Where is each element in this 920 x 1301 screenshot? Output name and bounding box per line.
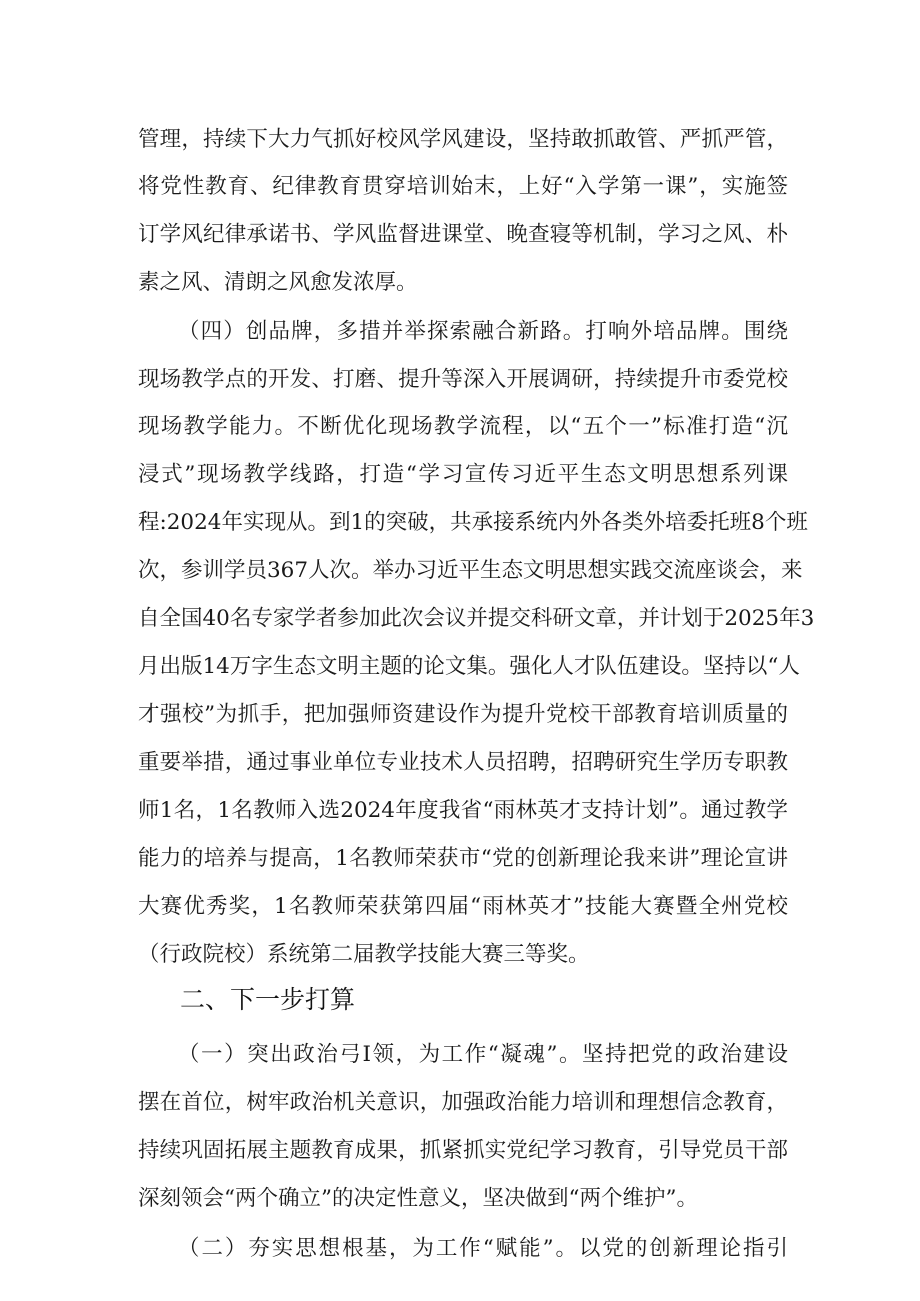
subsection-one-heading-line: （一）突出政治弓I领，为工作“凝魂”。坚持把党的政治建设 bbox=[178, 1042, 788, 1067]
subsection-two-heading-line: （二）夯实思想根基，为工作“赋能”。以党的创新理论指引 bbox=[178, 1236, 788, 1261]
body-text-line: 素之风、清朗之风愈发浓厚。 bbox=[138, 270, 418, 295]
body-text-line: 才强校”为抓手，把加强师资建设作为提升党校干部教育培训质量的 bbox=[138, 702, 788, 727]
body-text-line: 程:2024年实现从。到1的突破，共承接系统内外各类外培委托班8个班 bbox=[138, 510, 808, 535]
section-four-heading-line: （四）创品牌，多措并举探索融合新路。打响外培品牌。围绕 bbox=[178, 319, 788, 344]
body-text-line: 现场教学点的开发、打磨、提升等深入开展调研，持续提升市委党校 bbox=[138, 367, 788, 392]
body-text-line: 现场教学能力。不断优化现场教学流程，以“五个一”标准打造“沉 bbox=[138, 414, 788, 439]
body-text-line: （行政院校）系统第二届教学技能大赛三等奖。 bbox=[138, 942, 590, 967]
body-text-line: 浸式”现场教学线路，打造“学习宣传习近平生态文明思想系列课 bbox=[138, 462, 788, 487]
body-text-line: 管理，持续下大力气抓好校风学风建设，坚持敢抓敢管、严抓严管， bbox=[138, 127, 788, 152]
body-text-line: 能力的培养与提高，1名教师荣获市“党的创新理论我来讲”理论宣讲 bbox=[138, 846, 788, 871]
body-text-line: 大赛优秀奖，1名教师荣获第四届“雨林英才”技能大赛暨全州党校 bbox=[138, 894, 788, 919]
body-text-line: 摆在首位，树牢政治机关意识，加强政治能力培训和理想信念教育， bbox=[138, 1090, 788, 1115]
body-text-line: 订学风纪律承诺书、学风监督进课堂、晚查寝等机制，学习之风、朴 bbox=[138, 222, 788, 247]
body-text-line: 月出版14万字生态文明主题的论文集。强化人才队伍建设。坚持以“人 bbox=[138, 654, 800, 679]
body-text-line: 师1名，1名教师入选2024年度我省“雨林英才支持计划”。通过教学 bbox=[138, 798, 788, 823]
body-text-line: 持续巩固拓展主题教育成果，抓紧抓实党纪学习教育，引导党员干部 bbox=[138, 1138, 788, 1163]
body-text-line: 重要举措，通过事业单位专业技术人员招聘，招聘研究生学历专职教 bbox=[138, 750, 788, 775]
body-text-line: 次，参训学员367人次。举办习近平生态文明思想实践交流座谈会，来 bbox=[138, 558, 803, 583]
section-heading-next-steps: 二、下一步打算 bbox=[180, 985, 356, 1014]
body-text-line: 自全国40名专家学者参加此次会议并提交科研文章，并计划于2025年3 bbox=[138, 606, 815, 631]
body-text-line: 将党性教育、纪律教育贯穿培训始末，上好“入学第一课”，实施签 bbox=[138, 174, 788, 199]
body-text-line: 深刻领会“两个确立”的决定性意义，坚决做到“两个维护”。 bbox=[138, 1186, 698, 1211]
